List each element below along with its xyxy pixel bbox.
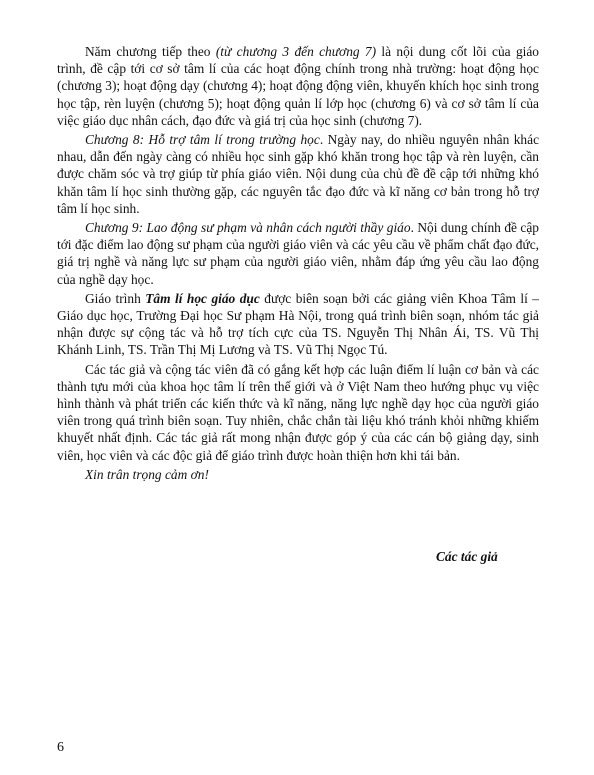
page-number: 6 xyxy=(57,740,64,755)
paragraph-chapter-8: Chương 8: Hỗ trợ tâm lí trong trường học. Ngày nay, do nhiều nguyên nhân khác nhau, dẫn đến ngày càng có nhiều học sinh gặp khó khăn trong học tập và rèn luyện, cần được chăm sóc và trợ giúp từ phía giáo viên. Nội dung của chủ đề đề cập tới những khó khăn tâm lí học sinh thường gặp, các nguyên tắc đạo đức và kĩ năng cơ bản trong hỗ trợ tâm lí học sinh. xyxy=(57,132,540,216)
paragraph-acknowledgement: Các tác giả và cộng tác viên đã có gắng kết hợp các luận điểm lí luận cơ bản và các thành tựu mới của khoa học tâm lí trên thế giới và ở Việt Nam theo hướng phục vụ việc hình thành và phát triển các kiến thức và kĩ năng, năng lực nghề dạy học của người giáo viên trong quá trình biên soạn. Tuy nhiên, chắc chắn tài liệu khó tránh khỏi những khiếm khuyết nhất định. Các tác giả rất mong nhận được góp ý của các cán bộ giảng dạy, sinh viên, học viên và các độc giả để giáo trình được hoàn thiện hơn khi tái bản. xyxy=(57,361,539,463)
thanks-line: Xin trân trọng cảm ơn! xyxy=(85,466,209,482)
paragraph-authors: Giáo trình Tâm lí học giáo dục được biên soạn bởi các giảng viên Khoa Tâm lí – Giáo dục học, Trường Đại học Sư phạm Hà Nội, trong quá trình biên soạn, nhóm tác giả nhận được sự cộng tác và hỗ trợ tích cực của TS. Nguyễn Thị Nhân Ái, TS. Vũ Thị Khánh Linh, TS. Trần Thị Mị Lương và TS. Vũ Thị Ngọc Tú. xyxy=(57,290,539,358)
book-title: Tâm lí học giáo dục xyxy=(145,290,260,306)
paragraph-chapter-9: Chương 9: Lao động sư phạm và nhân cách người thầy giáo. Nội dung chính đề cập tới đặc điểm lao động sư phạm của người giáo viên và các yêu cầu về phẩm chất đạo đức, giá trị nghề và năng lực sư phạm của người giáo viên, nhằm đáp ứng yêu cầu lao động của nghề dạy học. xyxy=(57,220,539,287)
chapter-8-title: Chương 8: Hỗ trợ tâm lí trong trường học xyxy=(85,132,320,148)
paragraph-chapters-3-7: Năm chương tiếp theo (từ chương 3 đến chương 7) là nội dung cốt lõi của giáo trình, đề cập tới cơ sở tâm lí của các hoạt động chính trong nhà trường: hoạt động học (chương 3); hoạt động dạy (chương 4); hoạt động động viên, khuyến khích học sinh trong học tập, rèn luyện (chương 5); hoạt động quản lí lớp học (chương 6) và cơ sở tâm lí của việc giáo dục nhân cách, đạo đức và giá trị của học sinh (chương 7). xyxy=(57,44,539,128)
chapters-range-italic: (từ chương 3 đến chương 7) xyxy=(215,44,377,59)
chapter-9-title: Chương 9: Lao động sư phạm và nhân cách người thầy giáo xyxy=(85,220,411,236)
preface-body xyxy=(57,43,539,485)
signature: Các tác giả xyxy=(436,549,498,564)
